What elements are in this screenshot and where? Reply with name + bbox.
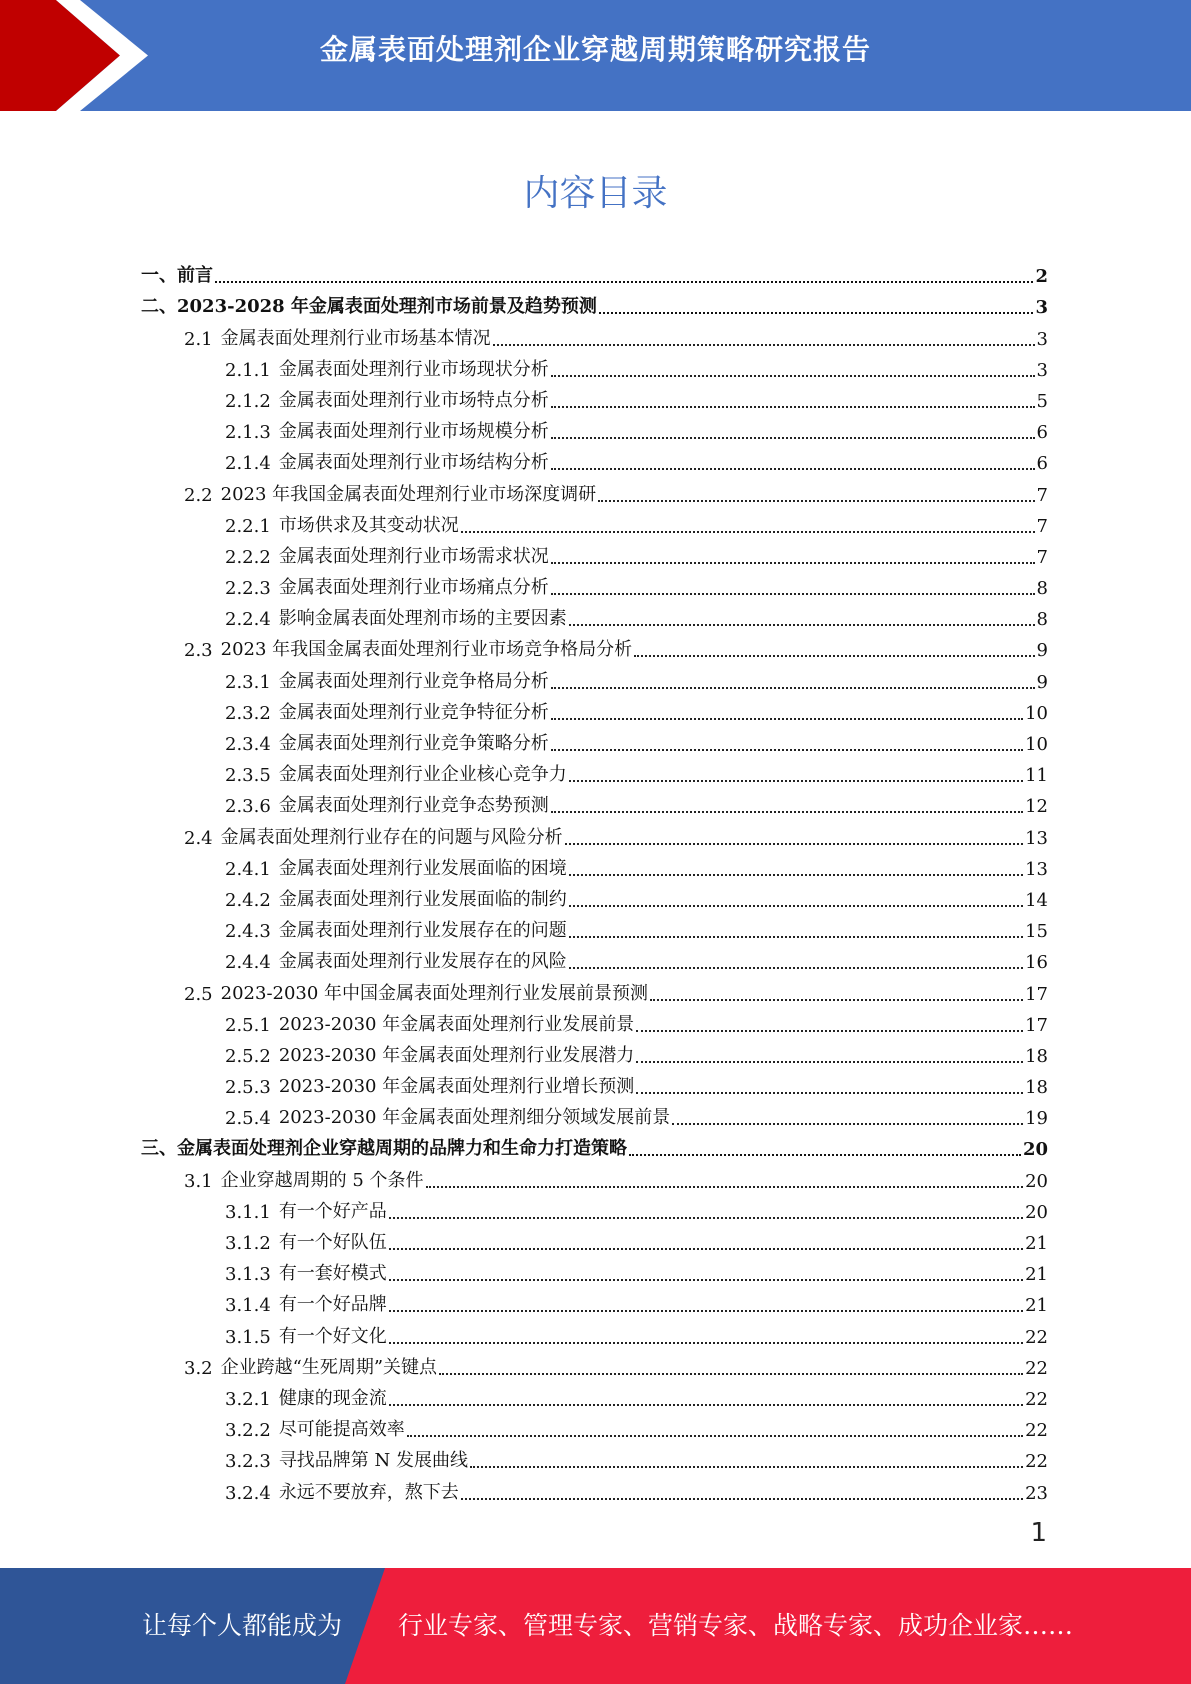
toc-entry[interactable]	[141, 724, 1048, 755]
page-footer	[0, 1568, 1191, 1684]
toc-entry-number: 2.5	[184, 983, 213, 1005]
toc-entry-page: 9	[1036, 640, 1048, 662]
toc-entry-number: 2.2.2	[225, 546, 271, 568]
toc-entry[interactable]	[141, 443, 1048, 474]
toc-entry-page: 7	[1036, 484, 1048, 506]
toc-leader-dots	[407, 1417, 1023, 1437]
toc-entry[interactable]	[141, 1379, 1048, 1410]
toc-leader-dots	[569, 856, 1023, 876]
toc-entry-page: 20	[1022, 1139, 1048, 1161]
toc-entry[interactable]	[141, 1129, 1048, 1160]
toc-leader-dots	[598, 482, 1034, 502]
toc-entry-page: 8	[1036, 578, 1048, 600]
toc-entry-title: 金属表面处理剂行业竞争特征分析	[278, 701, 549, 723]
toc-entry-number: 2.4.2	[225, 889, 271, 911]
toc-entry-title: 金属表面处理剂行业竞争格局分析	[278, 670, 549, 692]
toc-entry-title: 尽可能提高效率	[278, 1419, 405, 1441]
toc-entry-number: 3.1.2	[225, 1233, 271, 1254]
toc-entry-title: 金属表面处理剂行业发展存在的问题	[278, 920, 567, 942]
toc-entry-page: 2	[1035, 266, 1048, 288]
toc-entry-title: 金属表面处理剂行业市场特点分析	[278, 389, 549, 411]
toc-leader-dots	[461, 1480, 1023, 1500]
toc-entry[interactable]	[141, 755, 1048, 786]
toc-leader-dots	[389, 1386, 1023, 1406]
toc-entry-page: 9	[1036, 671, 1048, 693]
toc-leader-dots	[636, 1074, 1023, 1094]
toc-leader-dots	[551, 419, 1035, 439]
toc-entry-number: 3.2.2	[225, 1420, 271, 1442]
toc-entry[interactable]	[141, 599, 1048, 630]
toc-entry[interactable]	[141, 318, 1048, 349]
toc-leader-dots	[599, 294, 1034, 314]
toc-leader-dots	[629, 1136, 1021, 1156]
toc-leader-dots	[636, 1043, 1023, 1063]
toc-entry-title: 有一个好文化	[278, 1325, 387, 1347]
toc-leader-dots	[551, 731, 1023, 751]
toc-entry[interactable]	[141, 1472, 1048, 1503]
toc-entry-page: 18	[1025, 1077, 1048, 1099]
toc-entry-page: 17	[1025, 983, 1048, 1005]
toc-entry[interactable]	[141, 786, 1048, 817]
toc-entry-title: 金属表面处理剂行业企业核心竞争力	[278, 764, 567, 786]
toc-leader-dots	[565, 825, 1023, 845]
toc-entry-title: 2023 年我国金属表面处理剂行业市场深度调研	[220, 483, 597, 505]
toc-entry[interactable]	[141, 287, 1048, 318]
toc-entry-page: 20	[1025, 1170, 1048, 1192]
toc-entry[interactable]	[141, 1316, 1048, 1347]
toc-entry[interactable]	[141, 942, 1048, 973]
toc-entry-title: 企业穿越周期的 5 个条件	[220, 1169, 424, 1191]
toc-leader-dots	[389, 1230, 1023, 1250]
toc-entry-page: 21	[1025, 1295, 1048, 1317]
toc-entry-title: 企业跨越“生死周期”关键点	[220, 1356, 438, 1378]
toc-entry-title: 金属表面处理剂行业竞争态势预测	[278, 795, 549, 817]
toc-leader-dots	[650, 981, 1023, 1001]
toc-entry[interactable]	[141, 568, 1048, 599]
toc-entry[interactable]	[141, 506, 1048, 537]
toc-entry-title: 2023-2028 年金属表面处理剂市场前景及趋势预测	[177, 296, 597, 318]
toc-entry-page: 10	[1025, 702, 1048, 724]
toc-entry-number: 一、	[141, 265, 177, 287]
toc-entry-title: 影响金属表面处理剂市场的主要因素	[278, 608, 567, 630]
toc-entry-title: 金属表面处理剂行业市场痛点分析	[278, 577, 549, 599]
toc-entry-page: 21	[1025, 1264, 1048, 1286]
toc-entry-number: 2.3.2	[225, 702, 271, 724]
toc-entry-number: 2.1.1	[225, 359, 271, 381]
toc-entry-page: 6	[1036, 453, 1048, 475]
toc-entry-number: 2.1.2	[225, 390, 271, 412]
toc-leader-dots	[389, 1292, 1023, 1312]
toc-entry-page: 18	[1025, 1045, 1048, 1067]
toc-entry-page: 17	[1025, 1014, 1048, 1036]
toc-leader-dots	[470, 1448, 1023, 1468]
toc-entry-number: 2.4	[184, 827, 213, 849]
toc-entry[interactable]	[141, 412, 1048, 443]
toc-entry-page: 11	[1025, 765, 1048, 787]
toc-entry-page: 5	[1036, 390, 1048, 412]
toc-entry-title: 2023-2030 年中国金属表面处理剂行业发展前景预测	[220, 982, 649, 1004]
toc-entry[interactable]	[141, 817, 1048, 848]
toc-entry-number: 3.1.4	[225, 1295, 271, 1317]
toc-entry[interactable]	[141, 537, 1048, 568]
toc-entry[interactable]	[141, 1348, 1048, 1379]
toc-entry-title: 市场供求及其变动状况	[278, 514, 459, 536]
toc-entry-title: 金属表面处理剂行业市场结构分析	[278, 452, 549, 474]
toc-leader-dots	[636, 1012, 1023, 1032]
toc-entry-title: 金属表面处理剂行业市场基本情况	[220, 327, 491, 349]
toc-entry[interactable]	[141, 693, 1048, 724]
toc-entry[interactable]	[141, 973, 1048, 1004]
toc-entry-page: 15	[1025, 921, 1048, 943]
toc-entry-title: 2023-2030 年金属表面处理剂行业发展潜力	[278, 1044, 635, 1066]
toc-entry-title: 有一个好产品	[278, 1200, 387, 1222]
toc-entry-number: 2.3	[184, 640, 213, 662]
toc-leader-dots	[439, 1355, 1023, 1375]
toc-leader-dots	[551, 450, 1035, 470]
toc-leader-dots	[551, 793, 1023, 813]
toc-entry-title: 金属表面处理剂行业市场需求状况	[278, 545, 549, 567]
toc-entry-title: 金属表面处理剂行业竞争策略分析	[278, 733, 549, 754]
page-number: 1	[1030, 1518, 1047, 1548]
toc-entry-title: 健康的现金流	[278, 1387, 387, 1409]
toc-entry[interactable]	[141, 1067, 1048, 1098]
toc-entry-number: 3.2.1	[225, 1388, 271, 1410]
toc-leader-dots	[551, 544, 1035, 564]
toc-entry-number: 3.1	[184, 1170, 213, 1192]
toc-entry[interactable]	[141, 350, 1048, 381]
toc-entry-page: 22	[1025, 1388, 1048, 1410]
toc-entry-number: 2.1	[184, 328, 213, 350]
toc-entry-number: 3.1.5	[225, 1326, 271, 1348]
toc-entry-number: 2.5.4	[225, 1108, 271, 1130]
toc-entry-title: 金属表面处理剂行业发展面临的制约	[278, 888, 567, 910]
toc-entry[interactable]	[141, 1098, 1048, 1129]
toc-entry-number: 3.1.1	[225, 1201, 271, 1223]
toc-entry-title: 2023-2030 年金属表面处理剂行业增长预测	[278, 1076, 635, 1098]
toc-entry[interactable]	[141, 256, 1048, 287]
toc-entry-page: 3	[1035, 297, 1048, 319]
toc-entry-title: 有一套好模式	[278, 1263, 387, 1285]
toc-entry-number: 2.4.4	[225, 952, 271, 974]
toc-leader-dots	[569, 762, 1023, 782]
toc-entry-page: 12	[1025, 796, 1048, 818]
toc-entry-title: 金属表面处理剂行业市场规模分析	[278, 421, 549, 443]
toc-entry-number: 二、	[141, 296, 177, 318]
table-of-contents	[141, 256, 1048, 1504]
toc-entry[interactable]	[141, 630, 1048, 661]
toc-leader-dots	[569, 887, 1023, 907]
toc-entry-page: 23	[1025, 1482, 1048, 1504]
toc-entry[interactable]	[141, 474, 1048, 505]
toc-leader-dots	[672, 1105, 1023, 1125]
toc-entry[interactable]	[141, 1160, 1048, 1191]
toc-entry-number: 2.2.1	[225, 515, 271, 537]
toc-entry-title: 2023-2030 年金属表面处理剂行业发展前景	[278, 1013, 635, 1035]
toc-entry[interactable]	[141, 1223, 1048, 1254]
toc-leader-dots	[569, 918, 1023, 938]
toc-entry-page: 14	[1025, 889, 1048, 911]
toc-entry-page: 8	[1036, 609, 1048, 631]
toc-entry[interactable]	[141, 661, 1048, 692]
toc-entry-title: 寻找品牌第 N 发展曲线	[278, 1450, 469, 1472]
toc-entry-page: 6	[1036, 422, 1048, 444]
toc-entry[interactable]	[141, 381, 1048, 412]
toc-leader-dots	[551, 388, 1035, 408]
toc-entry-number: 2.5.2	[225, 1045, 271, 1067]
toc-entry[interactable]	[141, 1192, 1048, 1223]
toc-entry-title: 金属表面处理剂行业市场现状分析	[278, 358, 549, 380]
toc-entry-number: 2.5.1	[225, 1014, 271, 1036]
toc-entry-number: 2.4.3	[225, 921, 271, 943]
toc-entry-page: 3	[1036, 359, 1048, 381]
footer-slogan-right: 行业专家、管理专家、营销专家、战略专家、成功企业家……	[398, 1611, 1074, 1640]
toc-leader-dots	[569, 949, 1023, 969]
toc-leader-dots	[461, 513, 1035, 533]
toc-entry-page: 16	[1025, 952, 1048, 974]
toc-entry-number: 3.1.3	[225, 1264, 271, 1286]
toc-entry-page: 13	[1025, 827, 1048, 849]
toc-heading: 内容目录	[523, 173, 668, 214]
toc-leader-dots	[551, 575, 1035, 595]
toc-entry-number: 2.2.3	[225, 578, 271, 600]
toc-entry[interactable]	[141, 1036, 1048, 1067]
toc-leader-dots	[215, 263, 1033, 283]
toc-entry-number: 2.2.4	[225, 609, 271, 631]
toc-entry-page: 19	[1025, 1108, 1048, 1130]
toc-leader-dots	[569, 606, 1035, 626]
toc-leader-dots	[389, 1261, 1023, 1281]
toc-entry-title: 金属表面处理剂行业发展存在的风险	[278, 951, 567, 973]
toc-entry-title: 永远不要放弃，熬下去	[278, 1481, 459, 1503]
page-header	[0, 0, 1191, 111]
toc-entry[interactable]	[141, 1441, 1048, 1472]
toc-leader-dots	[634, 637, 1034, 657]
toc-entry-title: 金属表面处理剂行业存在的问题与风险分析	[220, 826, 563, 848]
toc-leader-dots	[551, 700, 1023, 720]
toc-entry-number: 3.2	[184, 1357, 213, 1379]
toc-entry-page: 21	[1025, 1233, 1048, 1254]
toc-leader-dots	[551, 357, 1035, 377]
toc-entry-page: 10	[1025, 734, 1048, 755]
footer-slogan-left: 让每个人都能成为	[142, 1611, 343, 1640]
toc-entry[interactable]	[141, 911, 1048, 942]
toc-entry-number: 2.3.4	[225, 734, 271, 755]
toc-entry-number: 2.5.3	[225, 1077, 271, 1099]
toc-entry-number: 3.2.4	[225, 1482, 271, 1504]
toc-entry-number: 2.2	[184, 484, 213, 506]
toc-entry-number: 2.1.3	[225, 422, 271, 444]
toc-entry-title: 有一个好队伍	[278, 1232, 387, 1253]
toc-entry-page: 22	[1025, 1326, 1048, 1348]
toc-entry-number: 2.3.1	[225, 671, 271, 693]
toc-entry[interactable]	[141, 1410, 1048, 1441]
toc-leader-dots	[389, 1199, 1023, 1219]
toc-leader-dots	[551, 669, 1035, 689]
toc-entry[interactable]	[141, 849, 1048, 880]
toc-entry-title: 金属表面处理剂行业发展面临的困境	[278, 857, 567, 879]
toc-entry-page: 22	[1025, 1357, 1048, 1379]
toc-entry-number: 2.3.6	[225, 796, 271, 818]
toc-entry-number: 2.4.1	[225, 858, 271, 880]
toc-entry-page: 20	[1025, 1201, 1048, 1223]
toc-entry-page: 3	[1036, 328, 1048, 350]
toc-entry[interactable]	[141, 1285, 1048, 1316]
toc-entry-number: 三、	[141, 1138, 177, 1160]
toc-entry[interactable]	[141, 880, 1048, 911]
toc-entry-title: 前言	[177, 265, 213, 287]
toc-leader-dots	[389, 1324, 1023, 1344]
toc-entry-page: 22	[1025, 1451, 1048, 1473]
toc-entry[interactable]	[141, 1005, 1048, 1036]
toc-entry-title: 金属表面处理剂企业穿越周期的品牌力和生命力打造策略	[177, 1138, 627, 1160]
report-title: 金属表面处理剂企业穿越周期策略研究报告	[319, 33, 871, 66]
toc-leader-dots	[426, 1168, 1024, 1188]
toc-entry-page: 7	[1036, 515, 1048, 537]
toc-entry-page: 22	[1025, 1420, 1048, 1442]
toc-leader-dots	[493, 326, 1035, 346]
toc-entry-number: 3.2.3	[225, 1451, 271, 1473]
toc-entry-page: 13	[1025, 858, 1048, 880]
toc-entry-title: 2023 年我国金属表面处理剂行业市场竞争格局分析	[220, 639, 633, 661]
toc-entry-number: 2.3.5	[225, 765, 271, 787]
toc-entry-number: 2.1.4	[225, 453, 271, 475]
toc-entry-page: 7	[1036, 546, 1048, 568]
toc-entry[interactable]	[141, 1254, 1048, 1285]
toc-entry-title: 有一个好品牌	[278, 1294, 387, 1316]
toc-entry-title: 2023-2030 年金属表面处理剂细分领域发展前景	[278, 1107, 671, 1129]
